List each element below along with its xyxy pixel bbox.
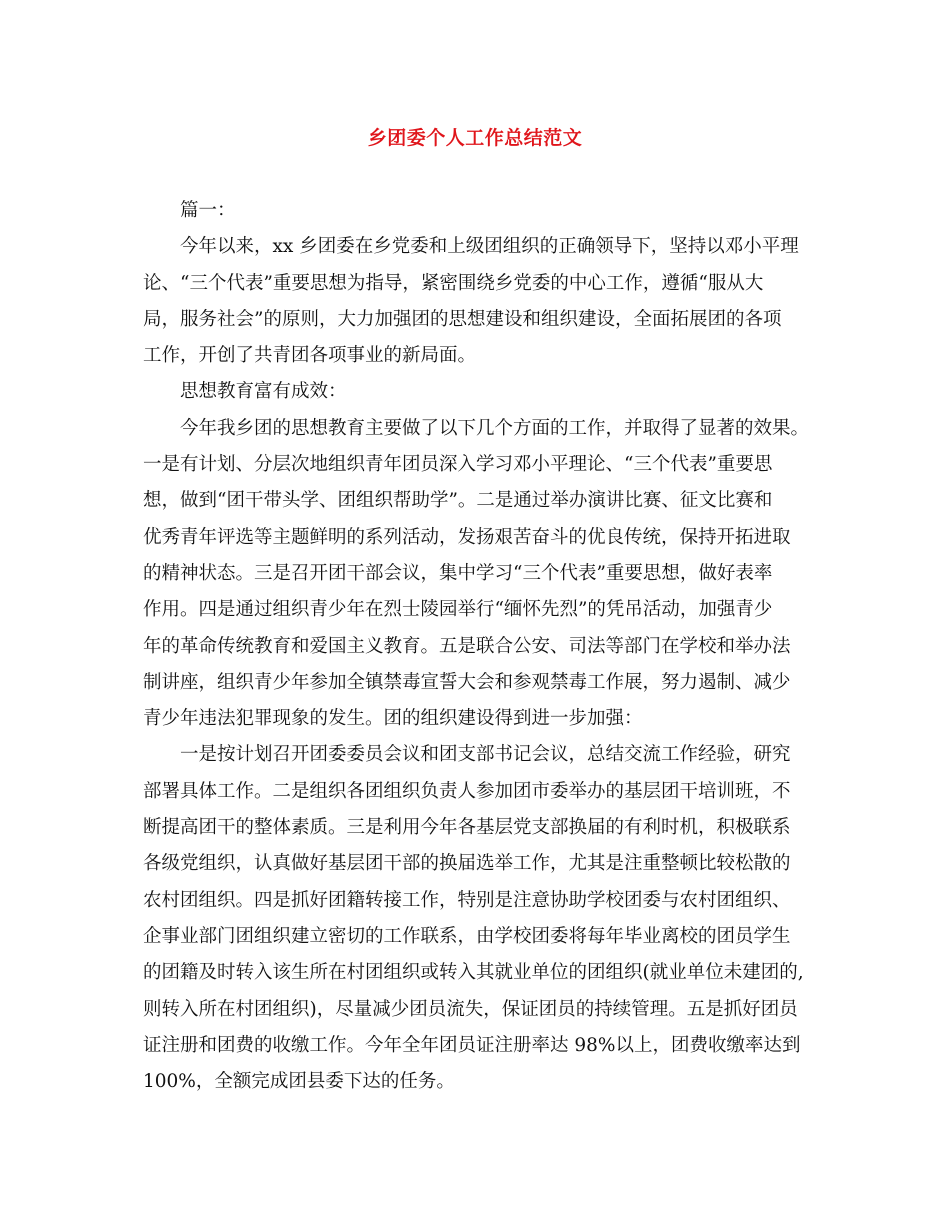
text-line: 制讲座，组织青少年参加全镇禁毒宣誓大会和参观禁毒工作展，努力遏制、减少	[143, 671, 791, 693]
text-line: 想，做到“团干带头学、团组织帮助学”。二是通过举办演讲比赛、征文比赛和	[143, 490, 773, 512]
text-line: 农村团组织。四是抓好团籍转接工作，特别是注意协助学校团委与农村团组织、	[143, 889, 791, 911]
text-line: 今年我乡团的思想教育主要做了以下几个方面的工作，并取得了显著的效果。	[180, 417, 810, 439]
text-line: 部署具体工作。二是组织各团组织负责人参加团市委举办的基层团干培训班，不	[143, 780, 791, 802]
text-line: 作用。四是通过组织青少年在烈士陵园举行“缅怀先烈”的凭吊活动，加强青少	[143, 599, 773, 621]
text-line: 证注册和团费的收缴工作。今年全年团员证注册率达 98%以上，团费收缴率达到	[143, 1034, 801, 1056]
document-body	[143, 193, 811, 1100]
text-line: 年的革命传统教育和爱国主义教育。五是联合公安、司法等部门在学校和举办法	[143, 635, 791, 657]
text-line: 一是有计划、分层次地组织青年团员深入学习邓小平理论、“三个代表”重要思	[143, 454, 773, 476]
text-line: 局，服务社会”的原则，大力加强团的思想建设和组织建设，全面拓展团的各项	[143, 308, 782, 330]
text-line: 优秀青年评选等主题鲜明的系列活动，发扬艰苦奋斗的优良传统，保持开拓进取	[143, 526, 791, 548]
text-line: 100%，全额完成团县委下达的任务。	[143, 1071, 455, 1093]
text-line: 工作，开创了共青团各项事业的新局面。	[143, 345, 477, 367]
document-title: 乡团委个人工作总结范文	[367, 127, 583, 149]
text-line: 篇一：	[180, 200, 236, 221]
text-line: 的团籍及时转入该生所在村团组织或转入其就业单位的团组织(就业单位未建团的,	[143, 962, 804, 984]
text-line: 思想教育富有成效：	[180, 381, 347, 403]
text-line: 一是按计划召开团委委员会议和团支部书记会议，总结交流工作经验，研究	[180, 744, 791, 766]
text-line: 青少年违法犯罪现象的发生。团的组织建设得到进一步加强：	[143, 708, 643, 730]
text-line: 论、“三个代表”重要思想为指导，紧密围绕乡党委的中心工作，遵循“服从大	[143, 272, 764, 294]
text-line: 企事业部门团组织建立密切的工作联系，由学校团委将每年毕业离校的团员学生	[143, 925, 791, 947]
text-line: 的精神状态。三是召开团干部会议，集中学习“三个代表”重要思想，做好表率	[143, 562, 773, 584]
text-line: 断提高团干的整体素质。三是利用今年各基层党支部换届的有利时机，积极联系	[143, 817, 791, 839]
text-line: 则转入所在村团组织)，尽量减少团员流失，保证团员的持续管理。五是抓好团员	[143, 998, 798, 1020]
text-line: 今年以来，xx 乡团委在乡党委和上级团组织的正确领导下，坚持以邓小平理	[180, 236, 799, 258]
text-line: 各级党组织，认真做好基层团干部的换届选举工作，尤其是注重整顿比较松散的	[143, 853, 791, 875]
